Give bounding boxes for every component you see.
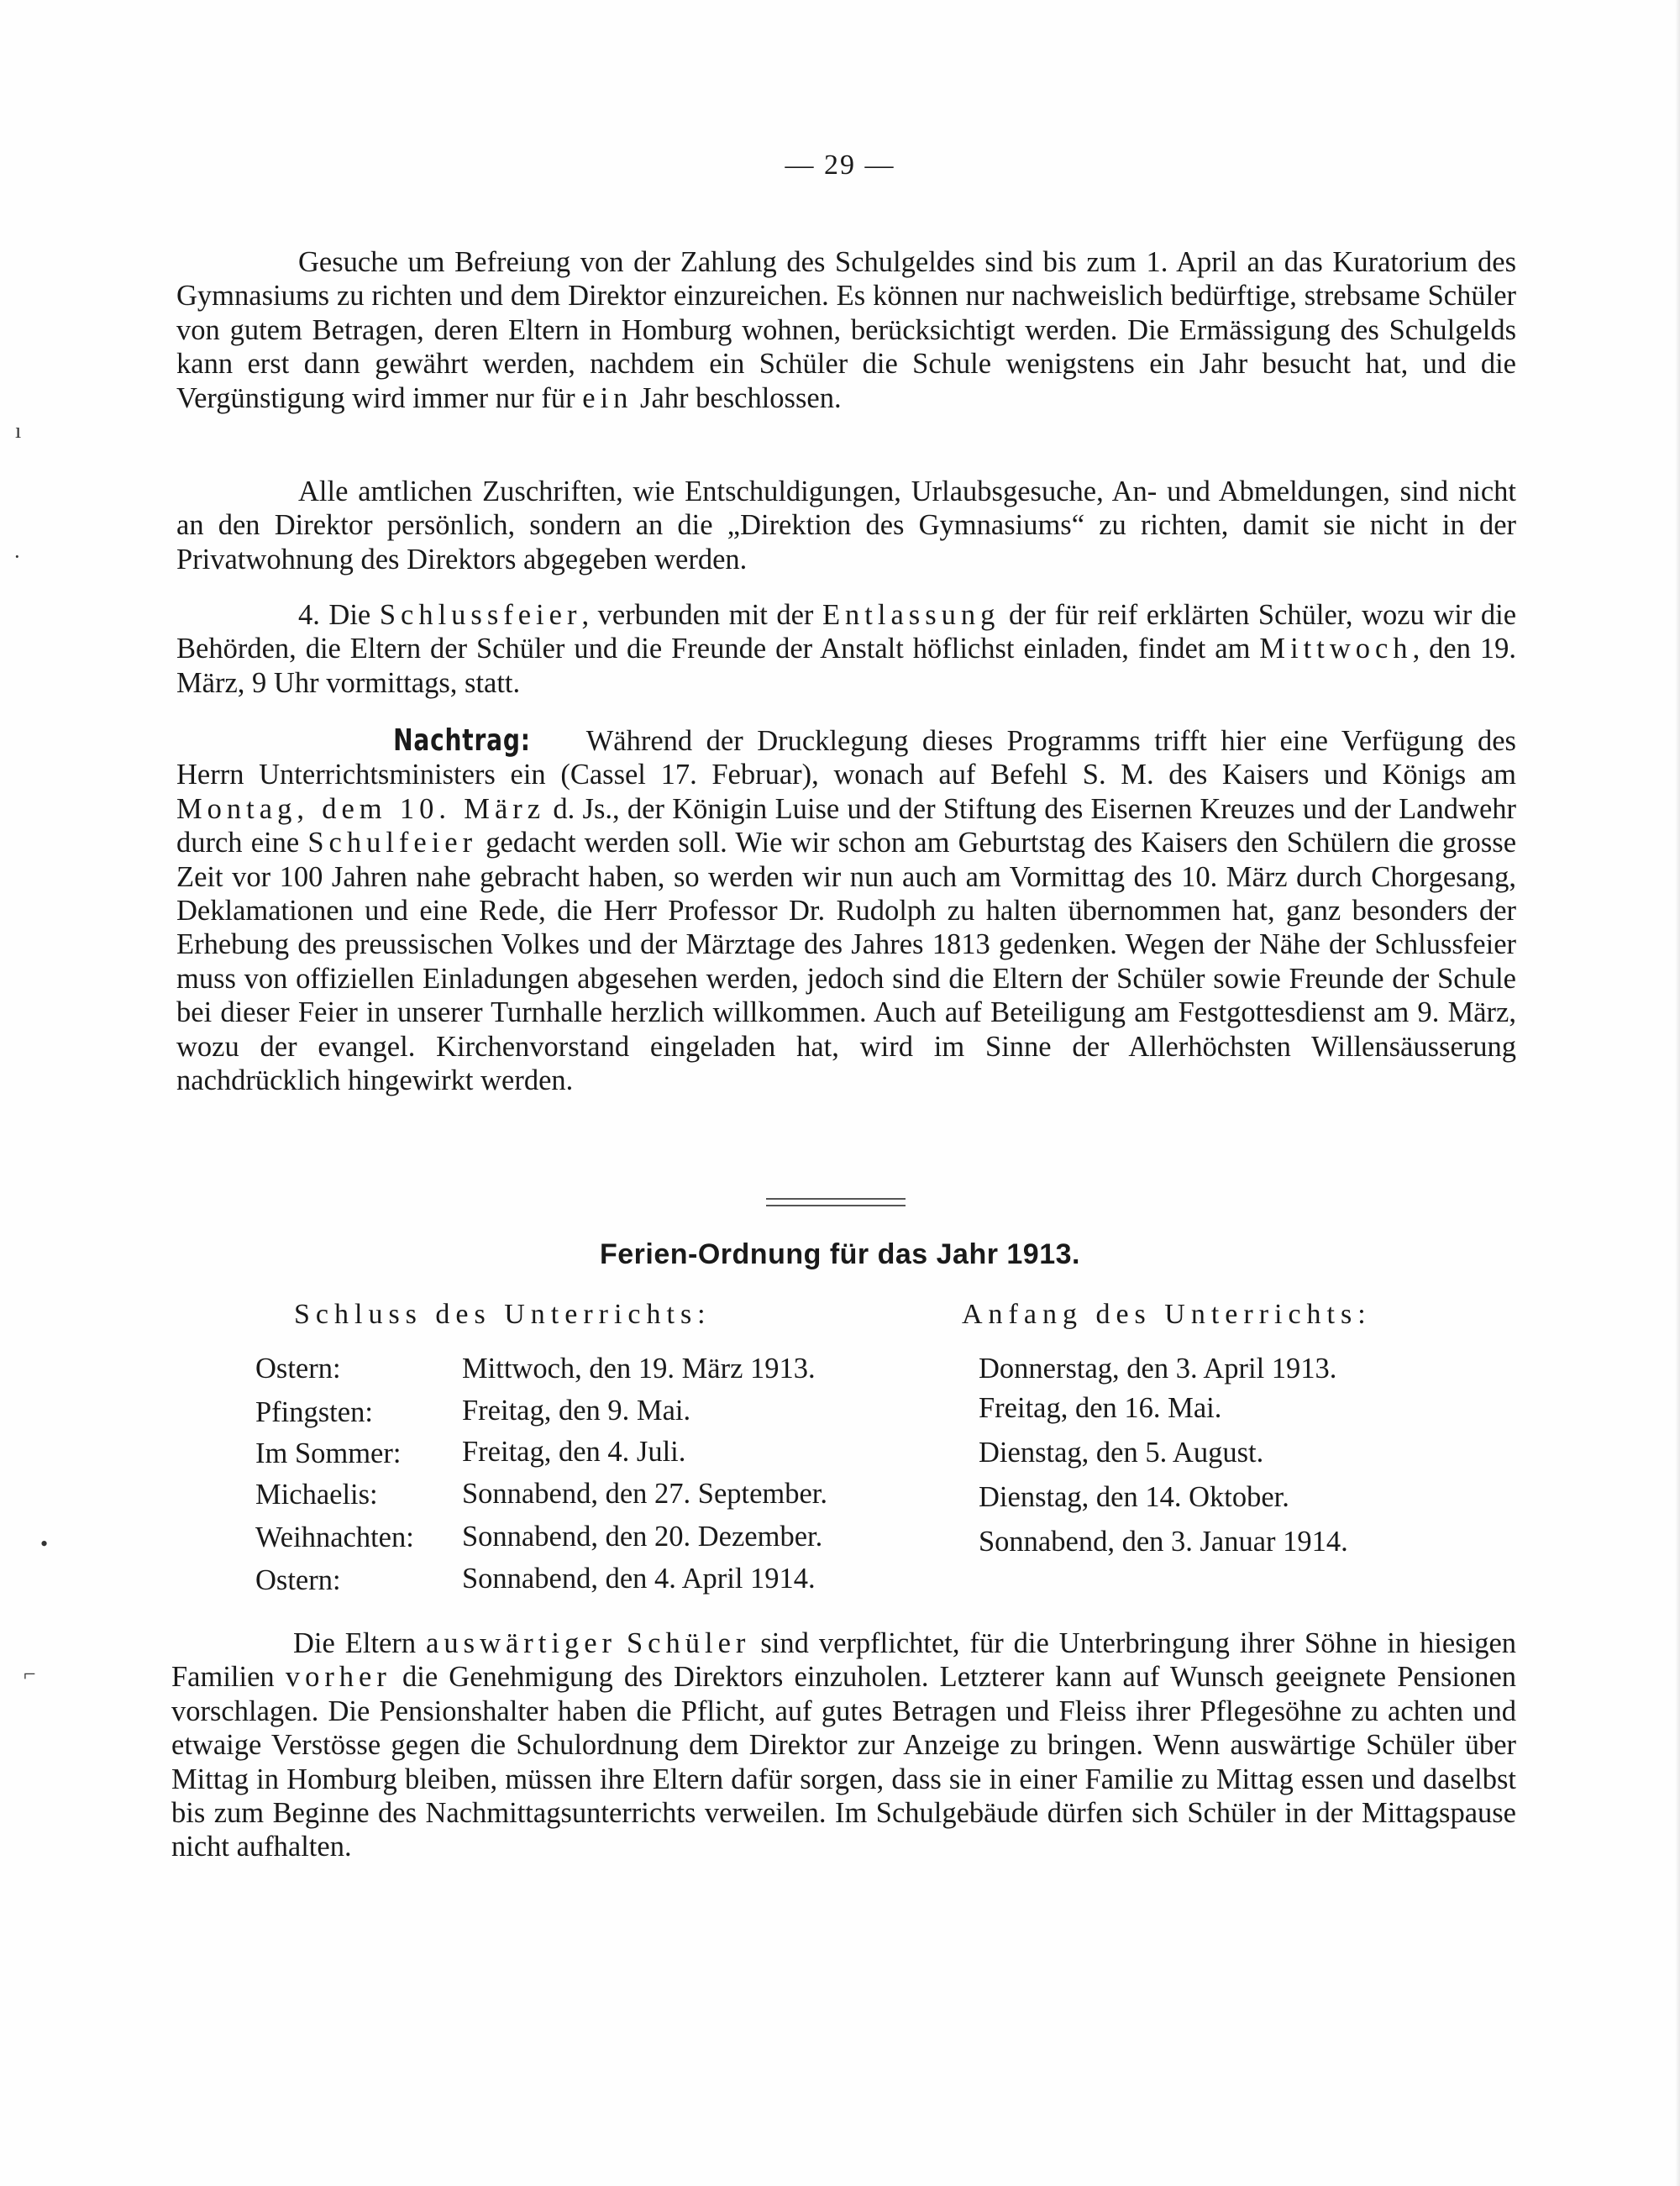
paragraph-text: der für reif erklärten Schüler, wozu wir die Behörden, die Eltern der Schüler und die Freunde der Anstalt höflichst einladen, findet am: [176, 599, 1517, 665]
ferien-row-start: Sonnabend, den 3. Januar 1914.: [979, 1526, 1348, 1558]
ferien-row-start: Freitag, den 16. Mai.: [979, 1392, 1222, 1424]
paragraph-zuschriften: [176, 475, 1516, 576]
section-divider: [766, 1198, 906, 1206]
paragraph-schlussfeier: [176, 598, 1516, 700]
paragraph-text: Gesuche um Befreiung von der Zahlung des Schulgeldes sind bis zum 1. April an das Kuratorium des Gymnasiums zu richten und dem Direktor einzureichen. Es können nur nachweislich bedürftige, strebsame Schüler von gutem Betragen, deren Eltern in Homburg wohnen, berücksichtigt werden. Die Ermässigung des Schulgelds kann erst dann gewährt werden, nachdem ein Schüler die Schule wenigstens ein Jahr besucht hat, und die Vergünstigung wird immer nur für: [176, 246, 1516, 414]
ferien-row-start: Donnerstag, den 3. April 1913.: [979, 1353, 1337, 1385]
ferien-row-label: Im Sommer:: [255, 1437, 402, 1469]
emphasis-schueler: Schüler: [627, 1627, 751, 1659]
ferien-row-end: Freitag, den 4. Juli.: [462, 1436, 686, 1468]
ferien-row-end: Sonnabend, den 20. Dezember.: [462, 1521, 823, 1553]
ferien-row-end: Sonnabend, den 27. September.: [462, 1478, 828, 1510]
emphasis-montag: Montag, dem 10. März: [176, 792, 546, 825]
emphasis-ein: ein: [582, 381, 633, 414]
ferien-title: Ferien-Ordnung für das Jahr 1913.: [600, 1238, 1080, 1270]
ferien-row-label: Ostern:: [255, 1353, 341, 1385]
paragraph-text: Während der Drucklegung dieses Programms trifft hier eine Verfügung des Herrn Unterrichtsministers ein (Cassel 17. Februar), wonach auf Befehl S. M. des Kaisers und Königs am: [176, 725, 1516, 791]
ferien-row-start: Dienstag, den 14. Oktober.: [979, 1481, 1289, 1513]
paragraph-nachtrag: [176, 724, 1516, 1097]
paragraph-text: d. Js., der Königin Luise und der Stiftung des Eisernen Kreuzes und der Landwehr durch eine: [176, 792, 1517, 859]
scan-mark: ⌐: [24, 1662, 36, 1686]
scan-mark: ·: [13, 544, 21, 569]
emphasis-vorher: vorher: [285, 1661, 391, 1694]
emphasis-mittwoch: Mittwoch: [1259, 633, 1413, 665]
paragraph-text: Alle amtlichen Zuschriften, wie Entschuldigungen, Urlaubsgesuche, An- und Abmeldungen, sind nicht an den Direktor persönlich, sondern an die „Direktion des Gymnasiums“ zu richten, damit sie nicht in der Privatwohnung des Direktors abgegeben werden.: [176, 476, 1516, 575]
paragraph-text: , verbunden mit der: [581, 599, 814, 631]
ferien-row-label: Ostern:: [255, 1564, 341, 1596]
ferien-row-label: Pfingsten:: [255, 1396, 373, 1428]
scan-mark: ı: [15, 418, 22, 443]
paragraph-text: die Genehmigung des Direktors einzuholen. Letzterer kann auf Wunsch geeignete Pensionen vorschlagen. Die Pensionshalter haben die Pflicht, auf gutes Betragen und Fleiss ihrer Pflegesöhne zu achten und etwaige Verstösse gegen die Schulordnung dem Direktor zur Anzeige zu bringen. Wenn auswärtige Schüler über Mittag in Homburg bleiben, müssen ihre Eltern dafür sorgen, dass sie in einer Familie zu Mittag essen und daselbst bis zum Beginne des Nachmittagsunterrichts verweilen. Im Schulgebäude dürfen sich Schüler in der Mittagspause nicht aufhalten.: [171, 1661, 1517, 1863]
paragraph-text: sind verpflichtet, für die Unterbringung ihrer Söhne in hiesigen Familien: [171, 1627, 1517, 1694]
paragraph-schulgeld: [176, 245, 1516, 415]
paragraph-text: Jahr beschlossen.: [640, 381, 842, 414]
ferien-row-start: Dienstag, den 5. August.: [979, 1437, 1264, 1469]
ferien-row-end: Sonnabend, den 4. April 1914.: [462, 1563, 816, 1595]
paragraph-auswaertige: [171, 1626, 1516, 1864]
column-header-schluss: Schluss des Unterrichts:: [294, 1299, 711, 1330]
nachtrag-label: Nachtrag:: [393, 723, 531, 758]
emphasis-schlussfeier: Schlussfeier: [379, 599, 582, 631]
scan-mark: •: [40, 1532, 49, 1556]
emphasis-entlassung: Entlassung: [822, 599, 1000, 631]
ferien-row-label: Weihnachten:: [255, 1521, 414, 1553]
ferien-row-end: Freitag, den 9. Mai.: [462, 1395, 691, 1427]
paragraph-text: gedacht werden soll. Wie wir schon am Geburtstag des Kaisers den Schülern die grosse Zeit vor 100 Jahren nahe gebracht haben, so werden wir nun auch am Vormittag des 10. März durch Chorgesang, Deklamationen und eine Rede, die Herr Professor Dr. Rudolph zu halten übernommen hat, ganz besonders der Erhebung des preussischen Volkes und der Märztage des Jahres 1813 gedenken. Wegen der Nähe der Schlussfeier muss von offiziellen Einladungen abgesehen werden, jedoch sind die Eltern der Schüler sowie Freunde der Schule bei dieser Feier in unserer Turnhalle herzlich willkommen. Auch auf Beteiligung am Festgottesdienst am 9. März, wozu der evangel. Kirchenvorstand eingeladen hat, wird im Sinne der Allerhöchsten Willensäusserung nachdrücklich hingewirkt werden.: [176, 827, 1517, 1097]
scan-edge: [1675, 0, 1680, 2186]
emphasis-schulfeier: Schulfeier: [307, 827, 478, 859]
emphasis-auswaertiger: auswärtiger: [426, 1627, 617, 1659]
paragraph-text: 4. Die: [298, 599, 371, 631]
ferien-row-label: Michaelis:: [255, 1479, 378, 1511]
paragraph-text: , den 19. März, 9 Uhr vormittags, statt.: [176, 633, 1517, 699]
page-number: — 29 —: [785, 150, 895, 181]
paragraph-text: Die Eltern: [293, 1627, 417, 1659]
ferien-row-end: Mittwoch, den 19. März 1913.: [462, 1353, 816, 1385]
column-header-anfang: Anfang des Unterrichts:: [962, 1299, 1372, 1330]
